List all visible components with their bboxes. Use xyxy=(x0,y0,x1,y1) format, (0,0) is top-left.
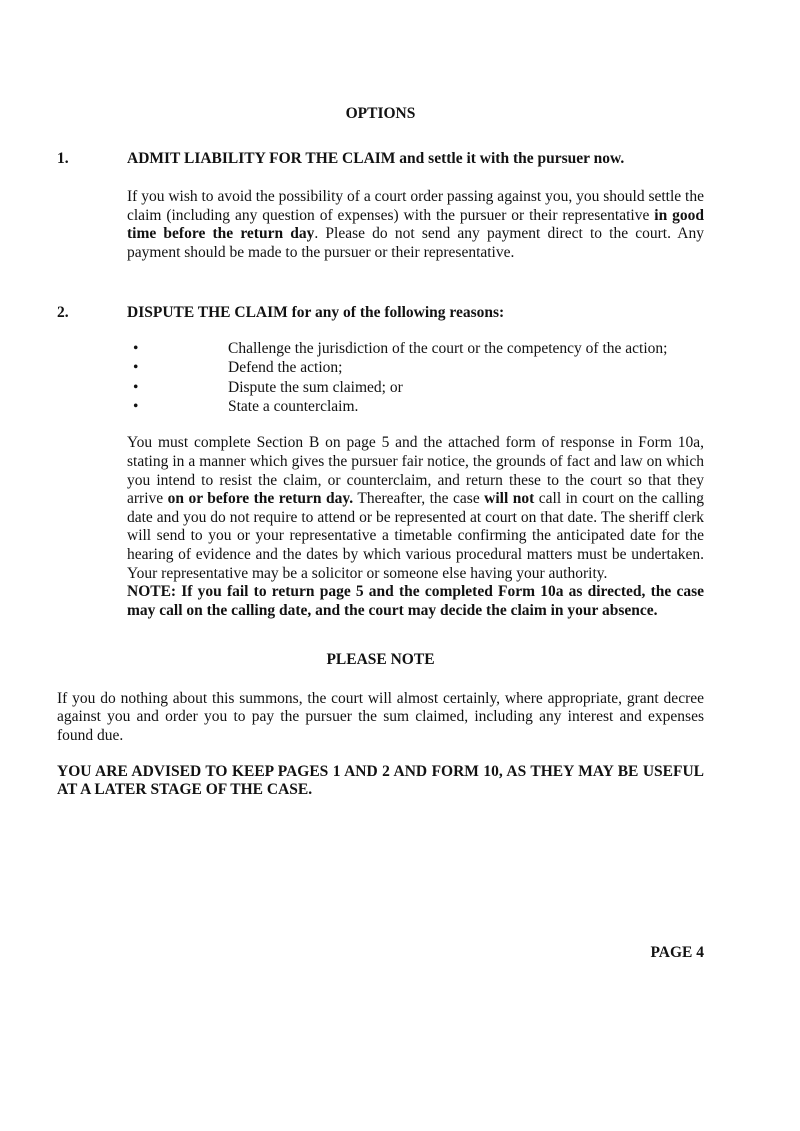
bullet-icon: • xyxy=(133,398,139,416)
section-dispute-claim xyxy=(57,304,704,621)
list-item xyxy=(127,378,704,397)
bullet-text: Defend the action; xyxy=(228,359,343,377)
section-heading: DISPUTE THE CLAIM for any of the following reasons: xyxy=(127,303,505,321)
bullet-text: Dispute the sum claimed; or xyxy=(228,378,403,396)
please-note-paragraph: If you do nothing about this summons, the court will almost certainly, where appropriate, grant decree against you and order you to pay the pursuer the sum claimed, including any interest and expenses found due. xyxy=(57,689,704,745)
note-paragraph: NOTE: If you fail to return page 5 and the completed Form 10a as directed, the case may call on the calling date, and the court may decide the claim in your absence. xyxy=(127,583,704,619)
list-item xyxy=(127,339,704,358)
page-number: PAGE 4 xyxy=(650,943,704,961)
bullet-list xyxy=(127,339,704,416)
section-heading: ADMIT LIABILITY FOR THE CLAIM and settle it with the pursuer now. xyxy=(127,149,625,167)
section-number: 1. xyxy=(57,149,69,167)
advice-paragraph: YOU ARE ADVISED TO KEEP PAGES 1 AND 2 AND FORM 10, AS THEY MAY BE USEFUL AT A LATER STAGE OF THE CASE. xyxy=(57,762,704,799)
please-note-heading: PLEASE NOTE xyxy=(326,651,435,669)
section-paragraph: You must complete Section B on page 5 and the attached form of response in Form 10a, stating in a manner which gives the pursuer fair notice, the grounds of fact and law on which you intend to resist the claim, or counterclaim, and return these to the court so that they arrive on or before the return day. Thereafter, the case will not call in court on the calling date and you do not require to attend or be represented at court on that date. The sheriff clerk will send to you or your representative a timetable confirming the anticipated date for the hearing of evidence and the dates by which various procedural matters must be undertaken. Your representative may be a solicitor or someone else having your authority. xyxy=(127,434,705,582)
section-admit-liability xyxy=(57,150,704,263)
bullet-text: State a counterclaim. xyxy=(228,398,359,416)
list-item xyxy=(127,358,704,377)
bullet-icon: • xyxy=(133,378,139,396)
section-number: 2. xyxy=(57,303,69,321)
bullet-icon: • xyxy=(133,340,139,358)
bullet-icon: • xyxy=(133,359,139,377)
list-item xyxy=(127,397,704,416)
bullet-text: Challenge the jurisdiction of the court or the competency of the action; xyxy=(228,340,668,358)
section-paragraph: If you wish to avoid the possibility of a court order passing against you, you should settle the claim (including any question of expenses) with the pursuer or their representative in good time before the return day. Please do not send any payment direct to the court. Any payment should be made to the pursuer or their representative. xyxy=(127,188,704,261)
document-title: OPTIONS xyxy=(345,105,416,122)
